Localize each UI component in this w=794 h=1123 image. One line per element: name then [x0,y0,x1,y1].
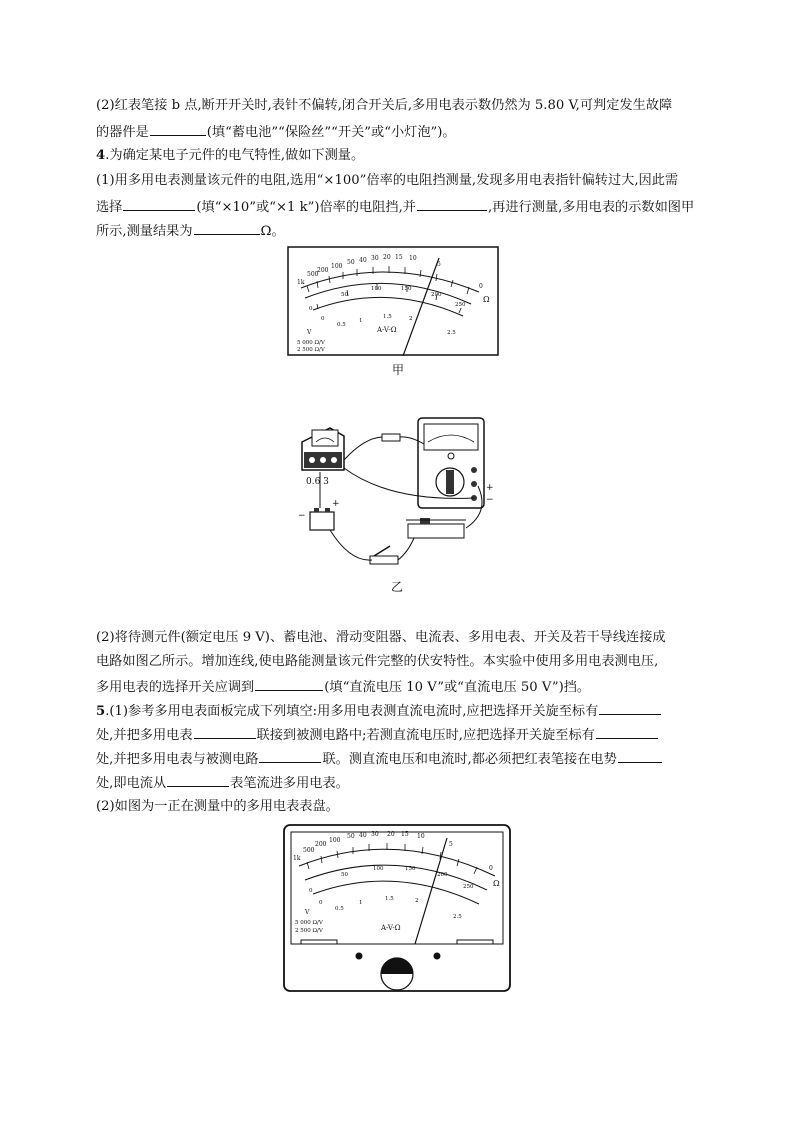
meter-spec: 5 000 Ω/V [295,920,323,926]
answer-blank[interactable] [194,220,260,235]
answer-blank[interactable] [618,748,662,763]
ohm-symbol: Ω [483,295,490,304]
answer-blank[interactable] [255,676,323,691]
mid-tick: 150 [405,866,416,872]
mid-tick: 0 [309,306,313,312]
figure-a-caption: 甲 [392,363,405,377]
low-tick: 2 [409,316,413,322]
low-tick: 0.5 [335,906,344,912]
mid-tick: 250 [463,884,474,890]
q5-line4: 处,即电流从 表笔流进多用电表。 [96,772,349,794]
low-tick: 0 [321,316,325,322]
q5-line3: 处,并把多用电表与被测电路 联。测直流电压和电流时,都必须把红表笔接在电势 [96,748,663,770]
q4-stem: 4.为确定某电子元件的电气特性,做如下测量。 [96,148,365,163]
answer-blank[interactable] [167,772,229,787]
battery-minus: − [298,511,306,521]
answer-blank[interactable] [596,724,658,739]
ohm-tick: 30 [371,831,379,838]
ohm-tick: 500 [303,847,315,854]
multimeter-minus: − [486,495,494,505]
ohm-tick: 200 [317,267,329,274]
answer-blank[interactable] [194,724,256,739]
ohm-tick: 15 [401,831,409,838]
meter-spec: 2 500 Ω/V [295,928,323,934]
low-tick: 1 [359,900,363,906]
mid-tick: 250 [455,302,466,308]
q3-part2-line2: 的器件是 (填“蓄电池”“保险丝”“开关”或“小灯泡”)。 [96,121,456,143]
q4-part2-line1: (2)将待测元件(额定电压 9 V)、蓄电池、滑动变阻器、电流表、多用电表、开关及若干导线连接成 [96,630,666,645]
mid-tick: 50 [341,872,348,878]
meter-spec: 2 500 Ω/V [297,347,325,353]
answer-blank[interactable] [123,196,195,211]
circuit-figure-b [290,412,500,572]
meter-label: A-V-Ω [377,326,397,334]
ohm-tick: 5 [449,841,453,848]
ohm-tick: 1k [297,279,305,286]
ohm-tick: 10 [417,833,425,840]
panel-screw-left [356,953,363,960]
answer-blank[interactable] [150,121,206,136]
rheostat [406,518,466,538]
low-tick: 1.5 [383,314,392,320]
low-tick: 2 [415,898,419,904]
q4-part2-line2: 电路如图乙所示。增加连线,使电路能测量该元件完整的伏安特性。本实验中使用多用电表测电压, [96,654,659,669]
answer-blank[interactable] [417,196,487,211]
ohm-tick: 20 [387,831,395,838]
figure-b-caption: 乙 [391,580,404,594]
low-tick: 1 [359,318,363,324]
ohm-tick: 10 [409,255,417,262]
battery-plus: + [332,499,340,509]
ohm-tick: 5 [437,261,441,268]
ohm-tick: 15 [395,254,403,261]
test-element [382,434,400,441]
ohm-tick: 50 [347,259,355,266]
meter-frame [288,247,498,355]
battery [310,508,334,530]
meter-label: A-V-Ω [381,924,401,932]
ohm-tick: 40 [359,257,367,264]
multimeter-plus: + [486,483,494,493]
ohm-tick: 0 [489,865,493,872]
panel-screw-right [434,953,441,960]
switch [370,546,398,564]
meter-panel-figure [283,824,511,992]
q4-part2-line3: 多用电表的选择开关应调到 (填“直流电压 10 V”或“直流电压 50 V”)挡。 [96,676,590,698]
low-tick: 0 [319,900,323,906]
q4-part1-line3: 所示,测量结果为 Ω。 [96,220,285,242]
q4-part1-line1: (1)用多用电表测量该元件的电阻,选用“×100”倍率的电阻挡测量,发现多用电表指针偏转过大,因此需 [96,173,679,188]
mid-tick: 200 [431,292,442,298]
mid-tick: 100 [373,866,384,872]
mid-tick: 50 [341,292,348,298]
multimeter [418,418,484,508]
q5-line1: 5.(1)参考多用电表面板完成下列填空:用多用电表测直流电流时,应把选择开关旋至标有 [96,700,662,722]
q5-part2: (2)如图为一正在测量中的多用电表表盘。 [96,799,339,814]
ohm-tick: 200 [315,841,327,848]
low-tick: 0.5 [337,322,346,328]
ohm-tick: 500 [307,271,319,278]
low-tick: 1.5 [385,896,394,902]
low-tick: 2.5 [453,914,462,920]
q5-line2: 处,并把多用电表 联接到被测电路中;若测直流电压时,应把选择开关旋至标有 [96,724,659,746]
meter-dial-figure-a [287,246,499,356]
panel-tab-right [457,940,493,944]
answer-blank[interactable] [599,700,661,715]
ohm-tick: 100 [329,837,341,844]
mid-tick: 200 [437,872,448,878]
ohm-tick: 100 [331,263,343,270]
panel-tab-left [301,940,337,944]
low-tick: 2.5 [447,330,456,336]
ammeter-range: 0.6 3 [306,477,329,487]
mid-tick: 0 [309,888,313,894]
q4-part1-line2: 选择 (填“×10”或“×1 k”)倍率的电阻挡,并 ,再进行测量,多用电表的示数如图甲 [96,196,694,218]
ohm-symbol: Ω [493,879,500,888]
ohm-tick: 50 [347,833,355,840]
meter-spec: 5 000 Ω/V [297,340,325,346]
ohm-tick: 0 [479,283,483,290]
ohm-tick: 20 [383,254,391,261]
v-mark: V [305,909,310,916]
ammeter [302,428,344,470]
mid-tick: 150 [401,286,412,292]
ohm-tick: 40 [359,832,367,839]
v-mark: V [307,329,312,336]
answer-blank[interactable] [259,748,321,763]
q3-part2-line1: (2)红表笔接 b 点,断开开关时,表针不偏转,闭合开关后,多用电表示数仍然为 5.80 V,可判定发生故障 [96,98,673,113]
ohm-tick: 30 [371,255,379,262]
ohm-tick: 1k [293,855,301,862]
mid-tick: 100 [371,286,382,292]
